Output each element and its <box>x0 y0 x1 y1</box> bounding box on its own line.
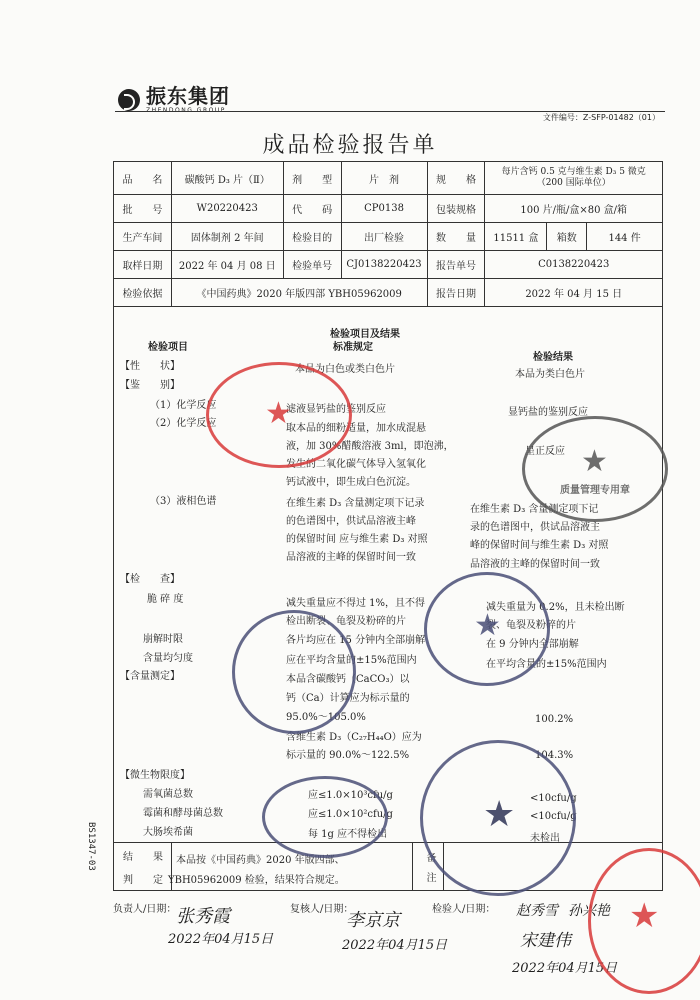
std-friability-2: 检出断裂、龟裂及粉碎的片 <box>286 616 406 627</box>
label-basis: 检验依据 <box>114 279 172 307</box>
signature-inspector-2: 孙兴艳 <box>568 903 610 919</box>
label-name: 品 名 <box>114 162 172 195</box>
std-assay-3: 95.0%～105.0% <box>286 712 366 723</box>
table-row <box>114 195 663 223</box>
std-chem1: 滤液显钙盐的鉴别反应 <box>286 404 386 415</box>
value-report-no: C0138220423 <box>485 251 663 279</box>
info-table <box>113 161 663 307</box>
std-lc-1: 在维生素 D₃ 含量测定项下记录 <box>286 498 425 509</box>
footer-reviewer-label: 复核人/日期： <box>290 904 354 915</box>
item-ecoli: 大肠埃希菌 <box>143 827 193 838</box>
logo-en: ZHENDONG GROUP <box>146 107 226 114</box>
std-lc-2: 的色谱图中，供试品溶液主峰 <box>286 516 416 527</box>
label-report-no: 报告单号 <box>427 251 485 279</box>
res-lc-4: 品溶液的主峰的保留时间一致 <box>470 559 600 570</box>
std-assay-4: 含维生素 D₃（C₂₇H₄₄O）应为 <box>286 732 422 743</box>
star-icon: ★ <box>483 794 516 835</box>
label-purpose: 检验目的 <box>283 223 341 251</box>
std-assay-5: 标示量的 90.0%～122.5% <box>286 750 410 761</box>
date-inspector: 2022年04月15日 <box>512 961 618 976</box>
table-row <box>114 251 663 279</box>
std-character: 本品为白色或类白色片 <box>295 364 395 375</box>
conclusion-text-2: YBH05962009 检验，结果符合规定。 <box>168 875 345 886</box>
res-aerobic: <10cfu/g <box>530 793 577 804</box>
std-chem2-2: 液，加 30%醋酸溶液 3ml，即泡沸， <box>286 441 454 452</box>
star-icon: ★ <box>265 396 292 431</box>
company-logo <box>118 86 230 114</box>
value-workshop: 固体制剂 2 年间 <box>171 223 283 251</box>
stamp-blue-large <box>420 740 576 896</box>
signature-responsible: 张秀霞 <box>176 906 230 927</box>
item-mold: 霉菌和酵母菌总数 <box>143 808 223 819</box>
std-friability-1: 减失重量应不得过 1%，且不得 <box>286 598 426 609</box>
res-uniformity: 在平均含量的±15%范围内 <box>486 659 607 670</box>
label-sample-date: 取样日期 <box>114 251 172 279</box>
item-uniformity: 含量均匀度 <box>143 653 193 664</box>
label-spec: 规 格 <box>427 162 485 195</box>
conclusion-text-1: 本品按《中国药典》2020 年版四部、 <box>176 855 345 866</box>
table-row <box>114 223 663 251</box>
item-identification: 【鉴 别】 <box>120 380 180 391</box>
item-chem2: （2）化学反应 <box>150 418 217 429</box>
res-friability-2: 裂、龟裂及粉碎的片 <box>486 620 576 631</box>
value-basis: 《中国药典》2020 年版四部 YBH05962009 <box>171 279 427 307</box>
std-ecoli: 每 1g 应不得检出 <box>308 829 388 840</box>
label-batch: 批 号 <box>114 195 172 223</box>
value-package: 100 片/瓶/盒×80 盒/箱 <box>485 195 663 223</box>
label-package: 包装规格 <box>427 195 485 223</box>
res-assay-2: 104.3% <box>535 750 574 761</box>
item-aerobic: 需氧菌总数 <box>143 789 193 800</box>
conclusion-divider <box>113 842 663 843</box>
res-friability-1: 减失重量为 0.2%，且未检出断 <box>486 602 625 613</box>
item-assay: 【含量测定】 <box>120 671 180 682</box>
value-quantity: 11511 盒 <box>485 223 547 251</box>
label-workshop: 生产车间 <box>114 223 172 251</box>
col-result-heading: 检验结果 <box>533 352 573 363</box>
signature-inspector-3: 宋建伟 <box>520 931 571 951</box>
std-assay-1: 本品含碳酸钙（CaCO₃）以 <box>286 674 410 685</box>
conclusion-label-1: 结 果 <box>123 852 163 863</box>
value-spec: 每片含钙 0.5 克与维生素 D₃ 5 微克（200 国际单位） <box>485 162 663 195</box>
value-boxes: 144 件 <box>587 223 663 251</box>
item-chem1: （1）化学反应 <box>150 400 217 411</box>
stamp-blue-small <box>232 610 356 734</box>
res-lc-1: 在维生素 D₃ 含量测定项下记 <box>470 504 599 515</box>
logo-icon <box>118 89 140 111</box>
value-inspection-no: CJ0138220423 <box>341 251 427 279</box>
value-name: 碳酸钙 D₃ 片（Ⅱ） <box>171 162 283 195</box>
res-character: 本品为类白色片 <box>515 369 585 380</box>
star-icon: ★ <box>474 608 501 643</box>
remark-label: 备 注 <box>424 852 435 882</box>
label-dosage: 剂 型 <box>283 162 341 195</box>
std-chem2-1: 取本品的细粉适量，加水成混悬 <box>286 423 426 434</box>
res-chem1: 显钙盐的鉴别反应 <box>508 407 588 418</box>
label-quantity: 数 量 <box>427 223 485 251</box>
col-item-heading: 检验项目 <box>148 342 188 353</box>
item-check: 【检 查】 <box>120 574 180 585</box>
std-uniformity: 应在平均含量的±15%范围内 <box>286 655 417 666</box>
item-friability: 脆 碎 度 <box>147 594 184 605</box>
signature-inspector-1: 赵秀雪 <box>516 903 558 919</box>
star-icon: ★ <box>629 896 660 936</box>
value-dosage: 片 剂 <box>341 162 427 195</box>
value-sample-date: 2022 年 04 月 08 日 <box>171 251 283 279</box>
star-icon: ★ <box>581 444 608 479</box>
value-code: CP0138 <box>341 195 427 223</box>
date-responsible: 2022年04月15日 <box>168 932 274 947</box>
res-mold: <10cfu/g <box>530 811 577 822</box>
value-batch: W20220423 <box>171 195 283 223</box>
page-title: 成品检验报告单 <box>262 133 438 158</box>
std-aerobic: 应≤1.0×10³cfu/g <box>308 790 393 801</box>
label-boxes: 箱数 <box>547 223 587 251</box>
section-heading: 检验项目及结果 <box>330 329 400 340</box>
side-code: BS1347-03 <box>86 822 96 871</box>
res-disintegration: 在 9 分钟内全部崩解 <box>486 639 579 650</box>
stamp-red-corner <box>588 848 700 994</box>
std-mold: 应≤1.0×10²cfu/g <box>308 809 393 820</box>
file-number: 文件编号：Z-SFP-01482（01） <box>542 113 660 122</box>
item-character: 【性 状】 <box>120 361 180 372</box>
res-ecoli: 未检出 <box>530 833 560 844</box>
stamp-blue-mid <box>424 572 550 686</box>
stamp-red-company <box>206 362 352 468</box>
item-lc: （3）液相色谱 <box>150 496 217 507</box>
item-micro: 【微生物限度】 <box>120 770 190 781</box>
std-lc-4: 品溶液的主峰的保留时间一致 <box>286 552 416 563</box>
table-row <box>114 279 663 307</box>
footer-responsible-label: 负责人/日期： <box>113 904 177 915</box>
conclusion-col2 <box>412 842 413 891</box>
std-disintegration: 各片均应在 15 分钟内全部崩解 <box>286 635 426 646</box>
item-disintegration: 崩解时限 <box>143 634 183 645</box>
res-lc-3: 峰的保留时间与维生素 D₃ 对照 <box>470 540 609 551</box>
stamp-blue-bottom <box>262 776 388 858</box>
std-assay-2: 钙（Ca）计算应为标示量的 <box>286 693 410 704</box>
label-code: 代 码 <box>283 195 341 223</box>
res-assay-1: 100.2% <box>535 714 574 725</box>
logo-cn: 振东集团 <box>146 84 230 108</box>
value-purpose: 出厂检验 <box>341 223 427 251</box>
value-report-date: 2022 年 04 月 15 日 <box>485 279 663 307</box>
table-row <box>114 162 663 195</box>
stamp-quality-control <box>522 416 668 522</box>
label-inspection-no: 检验单号 <box>283 251 341 279</box>
signature-reviewer: 李京京 <box>346 910 400 931</box>
footer-inspector-label: 检验人/日期： <box>432 904 496 915</box>
col-standard-heading: 标准规定 <box>333 342 373 353</box>
std-chem2-3: 发生的二氧化碳气体导入氢氧化 <box>286 459 426 470</box>
res-chem2: 呈正反应 <box>525 446 565 457</box>
stamp-quality-text: 质量管理专用章 <box>560 485 630 496</box>
std-chem2-4: 钙试液中，即生成白色沉淀。 <box>286 477 416 488</box>
date-reviewer: 2022年04月15日 <box>342 938 448 953</box>
res-lc-2: 录的色谱图中，供试品溶液主 <box>470 522 600 533</box>
std-lc-3: 的保留时间 应与维生素 D₃ 对照 <box>286 534 428 545</box>
label-report-date: 报告日期 <box>427 279 485 307</box>
conclusion-label-2: 判 定 <box>123 875 163 886</box>
